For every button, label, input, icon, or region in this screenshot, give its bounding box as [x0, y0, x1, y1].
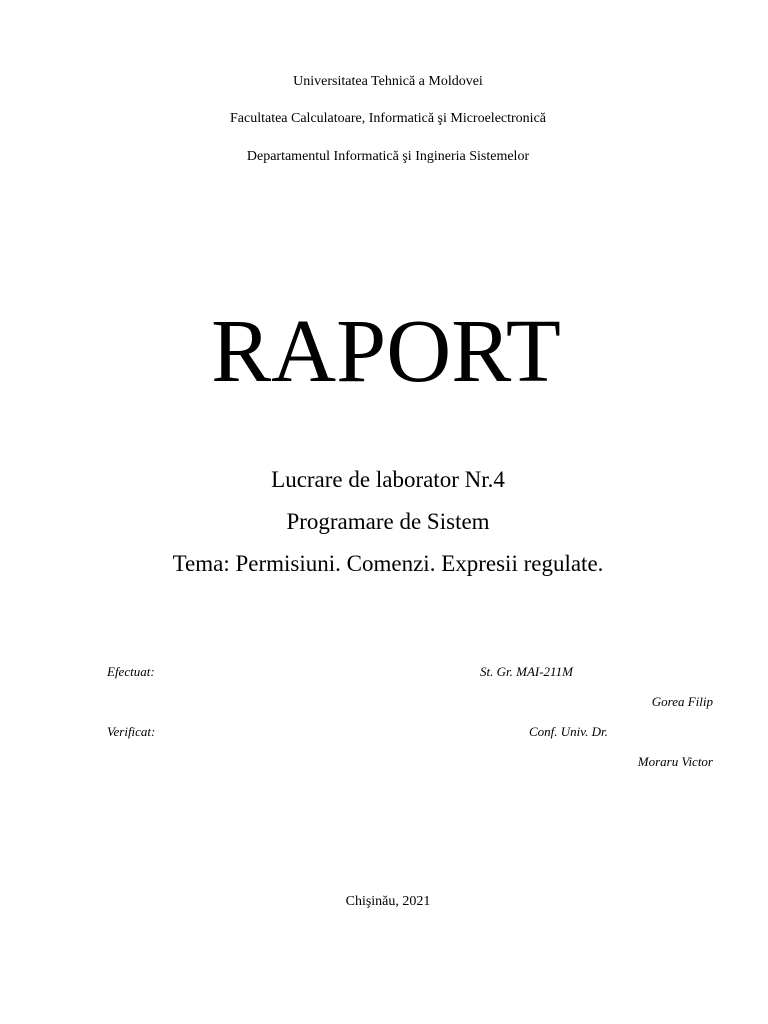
teacher-title: Conf. Univ. Dr.: [529, 724, 608, 739]
lab-number: Lucrare de laborator Nr.4: [271, 467, 505, 492]
faculty-name: Facultatea Calculatoare, Informatică şi Microelectronică: [229, 111, 546, 126]
university-name: Universitatea Tehnică a Moldovei: [293, 74, 483, 89]
subject-name: Programare de Sistem: [286, 509, 490, 534]
student-group: St. Gr. MAI-211M: [480, 664, 573, 679]
teacher-name: Moraru Victor: [637, 754, 713, 769]
department-name: Departamentul Informatică şi Ingineria Sistemelor: [246, 149, 530, 164]
efectuat-label: Efectuat:: [107, 664, 155, 679]
place-and-year: Chişinău, 2021: [345, 894, 431, 909]
student-name: Gorea Filip: [651, 694, 713, 709]
report-title: RAPORT: [211, 302, 561, 401]
topic-line: Tema: Permisiuni. Comenzi. Expresii regulate.: [172, 551, 604, 576]
verificat-label: Verificat:: [107, 724, 156, 739]
